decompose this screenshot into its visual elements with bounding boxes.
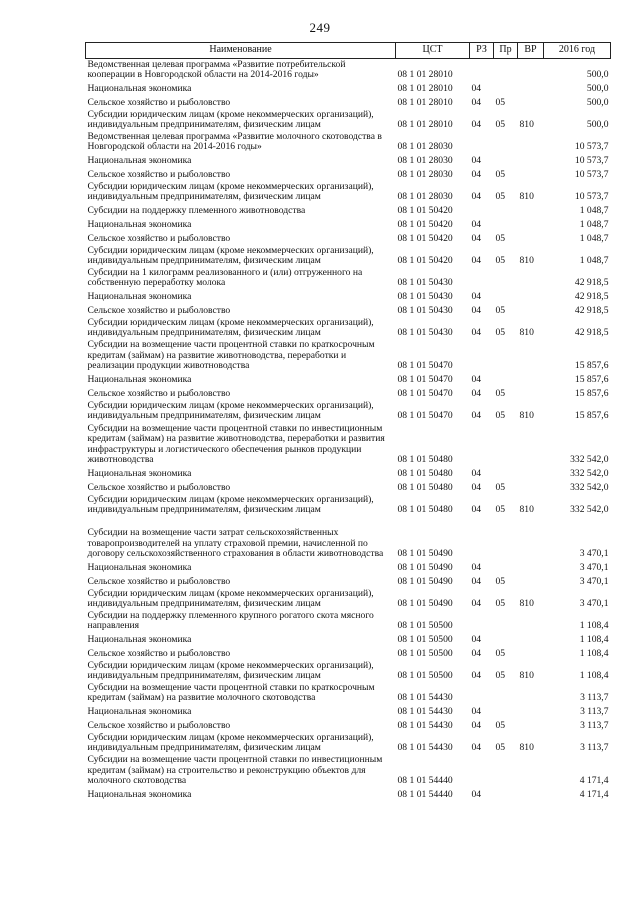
table-row [86, 632, 611, 646]
row-amount: 10 573,7 [574, 141, 609, 153]
row-name: Субсидии на возмещение части процентной ставки по инвестиционным кредитам (займам) на развитие животноводства, переработки и развития инфраструктуры и логистического обеспечения рынков продукции животноводства [87, 422, 385, 466]
row-name: Сельское хозяйство и рыболовство [87, 169, 231, 181]
row-name: Субсидии на возмещение части процентной ставки по краткосрочным кредитам (займам) на развитие животноводства, переработки и реализации продукции животноводства [87, 339, 375, 372]
row-pr: 05 [495, 255, 506, 267]
header-vr: ВР [518, 43, 544, 59]
table-row [86, 732, 611, 754]
row-name: Субсидии на возмещение части затрат сельскохозяйственных товаропроизводителей на уплату страховой премии, начисленной по договору сельскохозяйственного страхования в области животноводства [87, 527, 384, 560]
row-cst: 08 1 01 28030 [397, 141, 453, 153]
row-name: Сельское хозяйство и рыболовство [87, 720, 231, 732]
row-vr: 810 [519, 327, 534, 339]
row-name: Субсидии юридическим лицам (кроме некоммерческих организаций), индивидуальным предпринимателям, физическим лицам [87, 108, 374, 131]
row-cst: 08 1 01 28010 [397, 83, 453, 95]
row-rz: 04 [471, 169, 482, 181]
table-row [86, 574, 611, 588]
row-rz [470, 339, 494, 372]
row-amount: 332 542,0 [570, 454, 609, 466]
row-rz: 04 [471, 388, 482, 400]
row-pr [494, 81, 518, 95]
row-pr [494, 372, 518, 386]
row-rz: 04 [471, 482, 482, 494]
row-amount: 1 048,7 [579, 255, 609, 267]
row-vr [518, 646, 544, 660]
row-amount: 42 918,5 [574, 291, 609, 303]
table-row [86, 245, 611, 267]
row-cst: 08 1 01 50420 [397, 255, 453, 267]
row-pr [494, 131, 518, 153]
row-rz [470, 610, 494, 632]
row-name: Национальная экономика [87, 83, 192, 95]
row-vr: 810 [519, 191, 534, 203]
row-name: Субсидии юридическим лицам (кроме некоммерческих организаций), индивидуальным предпринимателям, физическим лицам [87, 731, 374, 754]
row-pr: 05 [495, 648, 506, 660]
row-rz: 04 [471, 305, 482, 317]
row-cst: 08 1 01 50470 [397, 360, 453, 372]
row-rz: 04 [471, 648, 482, 660]
table-row [86, 372, 611, 386]
row-amount: 3 113,7 [580, 706, 609, 718]
table-row [86, 131, 611, 153]
row-name: Сельское хозяйство и рыболовство [87, 97, 231, 109]
table-row [86, 660, 611, 682]
row-name: Субсидии на возмещение части процентной ставки по краткосрочным кредитам (займам) на развитие молочного скотоводства [87, 681, 375, 704]
row-vr: 810 [519, 598, 534, 610]
table-row [86, 181, 611, 203]
table-row [86, 646, 611, 660]
row-amount: 500,0 [586, 83, 609, 95]
row-rz: 04 [471, 83, 482, 95]
row-amount: 500,0 [586, 119, 609, 131]
row-name: Сельское хозяйство и рыболовство [87, 648, 231, 660]
table-row [86, 217, 611, 231]
row-rz: 04 [471, 191, 482, 203]
row-amount: 332 542,0 [570, 468, 609, 480]
row-name: Сельское хозяйство и рыболовство [87, 482, 231, 494]
table-row [86, 289, 611, 303]
row-pr: 05 [495, 119, 506, 131]
row-pr: 05 [495, 388, 506, 400]
row-vr [518, 704, 544, 718]
row-name: Национальная экономика [87, 468, 192, 480]
row-amount: 1 108,4 [579, 634, 609, 646]
table-row [86, 339, 611, 372]
row-cst: 08 1 01 54430 [397, 692, 453, 704]
row-pr [494, 339, 518, 372]
row-name: Субсидии юридическим лицам (кроме некоммерческих организаций), индивидуальным предпринимателям, физическим лицам [87, 180, 374, 203]
row-rz: 04 [471, 598, 482, 610]
row-vr [518, 339, 544, 372]
row-vr [518, 203, 544, 217]
row-vr [518, 386, 544, 400]
row-name: Национальная экономика [87, 374, 192, 386]
row-cst: 08 1 01 54430 [397, 720, 453, 732]
table-row [86, 754, 611, 787]
row-name: Национальная экономика [87, 562, 192, 574]
row-pr: 05 [495, 97, 506, 109]
row-amount: 3 113,7 [580, 692, 609, 704]
row-pr [494, 153, 518, 167]
row-pr [494, 560, 518, 574]
row-cst: 08 1 01 50480 [397, 482, 453, 494]
row-amount: 1 108,4 [579, 670, 609, 682]
row-pr [494, 267, 518, 289]
table-row [86, 81, 611, 95]
row-vr: 810 [519, 410, 534, 422]
row-rz: 04 [471, 255, 482, 267]
row-amount: 15 857,6 [574, 360, 609, 372]
row-rz: 04 [471, 155, 482, 167]
row-name: Субсидии юридическим лицам (кроме некоммерческих организаций), индивидуальным предпринимателям, физическим лицам [87, 493, 374, 516]
table-row [86, 466, 611, 480]
row-pr [494, 516, 518, 560]
row-pr [494, 682, 518, 704]
row-cst: 08 1 01 50430 [397, 305, 453, 317]
row-name: Национальная экономика [87, 706, 192, 718]
row-amount: 3 470,1 [579, 562, 609, 574]
row-pr: 05 [495, 576, 506, 588]
row-pr: 05 [495, 482, 506, 494]
row-vr [518, 560, 544, 574]
row-pr [494, 632, 518, 646]
row-amount: 10 573,7 [574, 191, 609, 203]
row-pr: 05 [495, 598, 506, 610]
row-name: Субсидии юридическим лицам (кроме некоммерческих организаций), индивидуальным предпринимателям, физическим лицам [87, 316, 374, 339]
table-row [86, 203, 611, 217]
row-rz: 04 [471, 374, 482, 386]
row-name: Ведомственная целевая программа «Развитие потребительской кооперации в Новгородской области на 2014-2016 годы» [87, 58, 346, 81]
row-cst: 08 1 01 50430 [397, 291, 453, 303]
row-amount: 3 470,1 [579, 598, 609, 610]
row-rz [470, 682, 494, 704]
row-vr [518, 422, 544, 466]
row-amount: 1 048,7 [579, 219, 609, 231]
row-amount: 3 470,1 [579, 548, 609, 560]
row-amount: 10 573,7 [574, 155, 609, 167]
row-vr [518, 303, 544, 317]
row-name: Субсидии на возмещение части процентной ставки по инвестиционным кредитам (займам) на строительство и реконструкцию объектов для молочного скотоводства [87, 754, 383, 787]
row-pr [494, 754, 518, 787]
row-cst: 08 1 01 50420 [397, 233, 453, 245]
row-rz [470, 422, 494, 466]
table-row [86, 704, 611, 718]
row-name: Национальная экономика [87, 155, 192, 167]
row-vr [518, 682, 544, 704]
row-name: Сельское хозяйство и рыболовство [87, 388, 231, 400]
row-cst: 08 1 01 50480 [397, 504, 453, 516]
row-amount: 500,0 [586, 69, 609, 81]
row-vr [518, 718, 544, 732]
row-cst: 08 1 01 50490 [397, 576, 453, 588]
row-pr [494, 704, 518, 718]
row-name: Национальная экономика [87, 789, 192, 801]
table-row [86, 422, 611, 466]
row-vr [518, 574, 544, 588]
row-amount: 15 857,6 [574, 374, 609, 386]
row-name: Национальная экономика [87, 291, 192, 303]
row-rz: 04 [471, 742, 482, 754]
table-row [86, 95, 611, 109]
row-rz [470, 516, 494, 560]
row-rz: 04 [471, 576, 482, 588]
row-vr [518, 610, 544, 632]
row-cst: 08 1 01 54430 [397, 742, 453, 754]
row-amount: 332 542,0 [570, 482, 609, 494]
header-year: 2016 год [544, 43, 611, 59]
row-vr [518, 632, 544, 646]
row-vr [518, 217, 544, 231]
row-cst: 08 1 01 54440 [397, 789, 453, 801]
row-amount: 3 113,7 [580, 720, 609, 732]
row-amount: 1 108,4 [579, 648, 609, 660]
row-name: Сельское хозяйство и рыболовство [87, 305, 231, 317]
table-row [86, 317, 611, 339]
row-vr [518, 231, 544, 245]
row-cst: 08 1 01 50490 [397, 548, 453, 560]
header-cst: ЦСТ [396, 43, 470, 59]
row-rz [470, 131, 494, 153]
row-cst: 08 1 01 54440 [397, 775, 453, 787]
row-rz: 04 [471, 410, 482, 422]
row-rz: 04 [471, 119, 482, 131]
row-rz: 04 [471, 233, 482, 245]
table-row [86, 480, 611, 494]
table-row [86, 718, 611, 732]
row-amount: 3 113,7 [580, 742, 609, 754]
table-row [86, 787, 611, 801]
row-vr: 810 [519, 504, 534, 516]
row-name: Субсидии на 1 килограмм реализованного и (или) отгруженного на собственную переработку молока [87, 266, 363, 289]
row-cst: 08 1 01 28010 [397, 69, 453, 81]
table-header [86, 43, 611, 59]
row-pr [494, 610, 518, 632]
page-number: 249 [309, 20, 331, 35]
row-rz: 04 [471, 634, 482, 646]
row-pr [494, 59, 518, 82]
row-rz: 04 [471, 504, 482, 516]
row-vr [518, 289, 544, 303]
table-row [86, 167, 611, 181]
header-name: Наименование [86, 43, 396, 59]
row-cst: 08 1 01 50430 [397, 327, 453, 339]
row-cst: 08 1 01 28030 [397, 155, 453, 167]
row-rz: 04 [471, 720, 482, 732]
table-row [86, 516, 611, 560]
row-cst: 08 1 01 28010 [397, 97, 453, 109]
row-rz: 04 [471, 562, 482, 574]
row-name: Субсидии на поддержку племенного крупного рогатого скота мясного направления [87, 609, 374, 632]
row-name: Национальная экономика [87, 219, 192, 231]
row-name: Национальная экономика [87, 634, 192, 646]
row-cst: 08 1 01 50480 [397, 468, 453, 480]
row-vr [518, 787, 544, 801]
row-cst: 08 1 01 50420 [397, 205, 453, 217]
header-pr: Пр [494, 43, 518, 59]
row-amount: 3 470,1 [579, 576, 609, 588]
row-vr: 810 [519, 255, 534, 267]
table-row [86, 682, 611, 704]
row-vr [518, 167, 544, 181]
row-rz: 04 [471, 291, 482, 303]
row-cst: 08 1 01 54430 [397, 706, 453, 718]
header-rz: РЗ [470, 43, 494, 59]
table-row [86, 400, 611, 422]
row-name: Субсидии юридическим лицам (кроме некоммерческих организаций), индивидуальным предпринимателям, физическим лицам [87, 399, 374, 422]
row-amount: 15 857,6 [574, 388, 609, 400]
row-rz: 04 [471, 327, 482, 339]
row-cst: 08 1 01 50430 [397, 277, 453, 289]
row-pr: 05 [495, 169, 506, 181]
row-rz [470, 59, 494, 82]
row-cst: 08 1 01 50480 [397, 454, 453, 466]
row-pr: 05 [495, 410, 506, 422]
row-pr: 05 [495, 720, 506, 732]
row-vr [518, 153, 544, 167]
table-row [86, 59, 611, 82]
row-vr [518, 131, 544, 153]
row-pr: 05 [495, 305, 506, 317]
row-rz: 04 [471, 789, 482, 801]
row-rz [470, 267, 494, 289]
table-row [86, 109, 611, 131]
row-amount: 500,0 [586, 97, 609, 109]
row-vr [518, 754, 544, 787]
row-amount: 1 108,4 [579, 620, 609, 632]
row-cst: 08 1 01 50500 [397, 634, 453, 646]
row-pr: 05 [495, 742, 506, 754]
row-amount: 4 171,4 [579, 789, 609, 801]
row-cst: 08 1 01 28030 [397, 191, 453, 203]
row-amount: 1 048,7 [579, 233, 609, 245]
table-row [86, 231, 611, 245]
row-vr: 810 [519, 742, 534, 754]
row-name: Субсидии юридическим лицам (кроме некоммерческих организаций), индивидуальным предпринимателям, физическим лицам [87, 659, 374, 682]
row-pr [494, 787, 518, 801]
row-cst: 08 1 01 50500 [397, 620, 453, 632]
table-row [86, 386, 611, 400]
row-vr [518, 466, 544, 480]
table-row [86, 303, 611, 317]
row-pr: 05 [495, 233, 506, 245]
row-amount: 42 918,5 [574, 277, 609, 289]
row-vr [518, 95, 544, 109]
table-row [86, 588, 611, 610]
row-pr: 05 [495, 327, 506, 339]
row-rz: 04 [471, 468, 482, 480]
row-pr: 05 [495, 504, 506, 516]
table-row [86, 494, 611, 516]
row-name: Сельское хозяйство и рыболовство [87, 233, 231, 245]
table-row [86, 560, 611, 574]
row-vr [518, 81, 544, 95]
row-cst: 08 1 01 50490 [397, 562, 453, 574]
row-vr [518, 480, 544, 494]
row-cst: 08 1 01 28010 [397, 119, 453, 131]
row-amount: 42 918,5 [574, 305, 609, 317]
row-cst: 08 1 01 50420 [397, 219, 453, 231]
row-cst: 08 1 01 50470 [397, 410, 453, 422]
row-pr: 05 [495, 670, 506, 682]
row-rz [470, 203, 494, 217]
row-cst: 08 1 01 50500 [397, 648, 453, 660]
row-pr [494, 217, 518, 231]
row-rz: 04 [471, 97, 482, 109]
row-vr [518, 372, 544, 386]
row-pr [494, 289, 518, 303]
row-cst: 08 1 01 50470 [397, 388, 453, 400]
row-vr [518, 267, 544, 289]
row-cst: 08 1 01 50490 [397, 598, 453, 610]
row-rz: 04 [471, 670, 482, 682]
row-cst: 08 1 01 28030 [397, 169, 453, 181]
row-rz: 04 [471, 706, 482, 718]
table-row [86, 610, 611, 632]
row-amount: 4 171,4 [579, 775, 609, 787]
row-name: Субсидии юридическим лицам (кроме некоммерческих организаций), индивидуальным предпринимателям, физическим лицам [87, 587, 374, 610]
row-rz: 04 [471, 219, 482, 231]
row-name: Ведомственная целевая программа «Развитие молочного скотоводства в Новгородской области на 2014-2016 годы» [87, 130, 382, 153]
row-amount: 15 857,6 [574, 410, 609, 422]
row-vr [518, 516, 544, 560]
row-vr: 810 [519, 119, 534, 131]
row-pr [494, 422, 518, 466]
row-pr [494, 466, 518, 480]
row-amount: 10 573,7 [574, 169, 609, 181]
row-cst: 08 1 01 50470 [397, 374, 453, 386]
table-row [86, 153, 611, 167]
row-vr [518, 59, 544, 82]
row-cst: 08 1 01 50500 [397, 670, 453, 682]
row-name: Субсидии юридическим лицам (кроме некоммерческих организаций), индивидуальным предпринимателям, физическим лицам [87, 244, 374, 267]
row-name: Сельское хозяйство и рыболовство [87, 576, 231, 588]
row-rz [470, 754, 494, 787]
table-row [86, 267, 611, 289]
row-amount: 332 542,0 [570, 504, 609, 516]
table-body [86, 59, 611, 802]
row-name: Субсидии на поддержку племенного животноводства [87, 205, 306, 217]
row-vr: 810 [519, 670, 534, 682]
row-amount: 42 918,5 [574, 327, 609, 339]
row-pr [494, 203, 518, 217]
budget-table [85, 42, 611, 801]
row-amount: 1 048,7 [579, 205, 609, 217]
row-pr: 05 [495, 191, 506, 203]
